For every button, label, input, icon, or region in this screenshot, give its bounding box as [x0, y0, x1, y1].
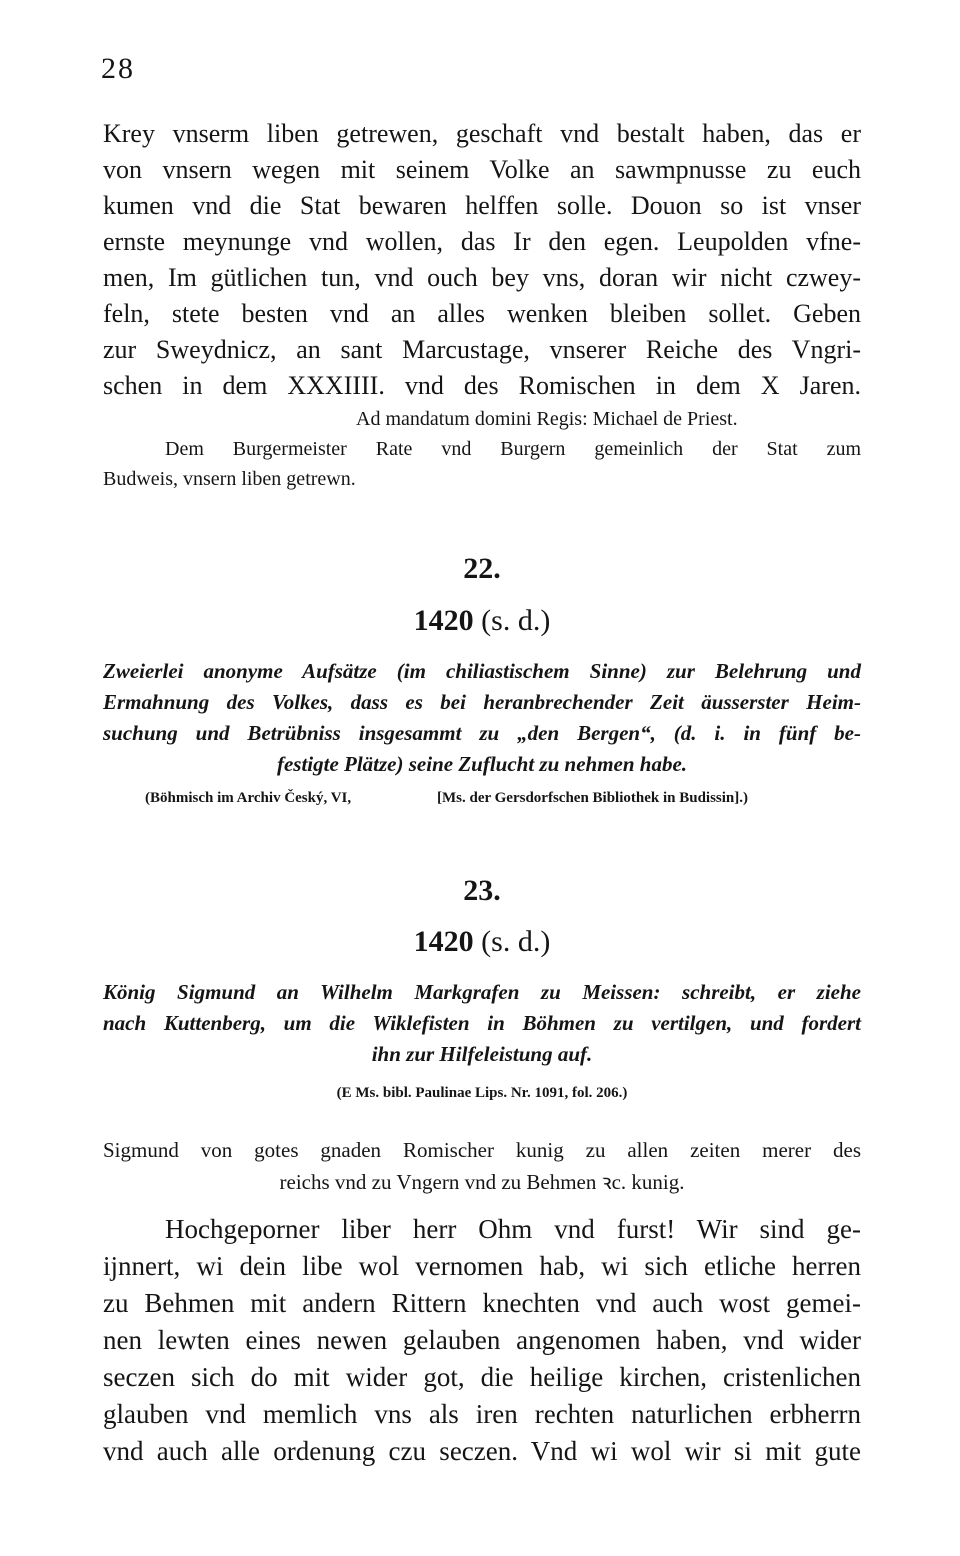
- text-line: von vnsern wegen mit seinem Volke an sawmpnusse zu euch: [103, 155, 861, 184]
- text-line: Hochgeporner liber herr Ohm vnd furst! Wir sind ge-: [165, 1214, 861, 1244]
- text-line: glauben vnd memlich vns als iren rechten naturlichen erbherrn: [103, 1399, 861, 1429]
- page-number: 28: [101, 52, 135, 85]
- text-line: nen lewten eines newen gelauben angenomen haben, vnd wider: [103, 1325, 861, 1355]
- regest-line: ihn zur Hilfeleistung auf.: [371, 1042, 593, 1066]
- date-note: (s. d.): [481, 925, 551, 958]
- document-number: 23.: [463, 874, 501, 907]
- address-line: Budweis, vnsern liben getrewn.: [103, 468, 356, 490]
- text-line: zur Sweydnicz, an sant Marcustage, vnserer Reiche des Vngri-: [103, 335, 861, 364]
- source-right: [Ms. der Gersdorfschen Bibliothek in Budissin].): [437, 790, 749, 806]
- document-22: [103, 552, 861, 586]
- source-left: (Böhmisch im Archiv Český, VI,: [145, 790, 352, 806]
- regest-line: festigte Plätze) seine Zuflucht zu nehmen habe.: [276, 752, 688, 776]
- intitulatio-line: reichs vnd zu Vngern vnd zu Behmen ꝛc. kunig.: [279, 1170, 685, 1194]
- document-22-regest: [103, 656, 861, 780]
- regest-line: Ermahnung des Volkes, dass es bei heranbrechender Zeit äusserster Heim-: [103, 690, 861, 714]
- date-year: 1420: [413, 604, 474, 637]
- document-23-source: (E Ms. bibl. Paulinae Lips. Nr. 1091, fol. 206.): [336, 1085, 628, 1101]
- regest-line: suchung und Betrübniss insgesammt zu „den Bergen“, (d. i. in fünf be-: [103, 721, 861, 745]
- date-year: 1420: [413, 925, 474, 958]
- regest-line: König Sigmund an Wilhelm Markgrafen zu Meissen: schreibt, er ziehe: [103, 980, 861, 1004]
- text-line: vnd auch alle ordenung czu seczen. Vnd wi wol wir si mit gute: [103, 1436, 861, 1466]
- regest-line: nach Kuttenberg, um die Wiklefisten in Böhmen zu vertilgen, und fordert: [103, 1011, 861, 1035]
- text-line: ernste meynunge vnd wollen, das Ir den egen. Leupolden vfne-: [103, 227, 861, 256]
- date-note: (s. d.): [481, 604, 551, 637]
- document-23-regest: [103, 977, 861, 1070]
- letter-text: [103, 116, 861, 404]
- text-line: schen in dem XXXIIII. vnd des Romischen in dem X Jaren.: [103, 371, 861, 400]
- letter-body: [103, 1211, 861, 1470]
- intitulatio-line: Sigmund von gotes gnaden Romischer kunig zu allen zeiten merer des: [103, 1138, 861, 1162]
- address-line: Dem Burgermeister Rate vnd Burgern gemeinlich der Stat zum: [165, 438, 861, 460]
- document-number: 22.: [463, 552, 501, 585]
- text-line: ijnnert, wi dein libe wol vernomen hab, wi sich etliche herren: [103, 1251, 861, 1281]
- intitulatio: [103, 1134, 861, 1198]
- text-line: kumen vnd die Stat bewaren helffen solle. Douon so ist vnser: [103, 191, 861, 220]
- regest-line: Zweierlei anonyme Aufsätze (im chiliastischem Sinne) zur Belehrung und: [103, 659, 861, 683]
- text-line: feln, stete besten vnd an alles wenken bleiben sollet. Geben: [103, 299, 861, 328]
- text-line: men, Im gütlichen tun, vnd ouch bey vns, doran wir nicht czwey-: [103, 263, 861, 292]
- address: [103, 434, 861, 494]
- text-line: seczen sich do mit wider got, die heilige kirchen, cristenlichen: [103, 1362, 861, 1392]
- document-23: [103, 874, 861, 908]
- text-line: zu Behmen mit andern Rittern knechten vnd auch wost gemei-: [103, 1288, 861, 1318]
- document-23-date: [103, 925, 861, 959]
- text-line: Krey vnserm liben getrewen, geschaft vnd bestalt haben, das er: [103, 119, 861, 148]
- document-22-date: [103, 604, 861, 638]
- mandate-line: Ad mandatum domini Regis: Michael de Priest.: [356, 408, 738, 430]
